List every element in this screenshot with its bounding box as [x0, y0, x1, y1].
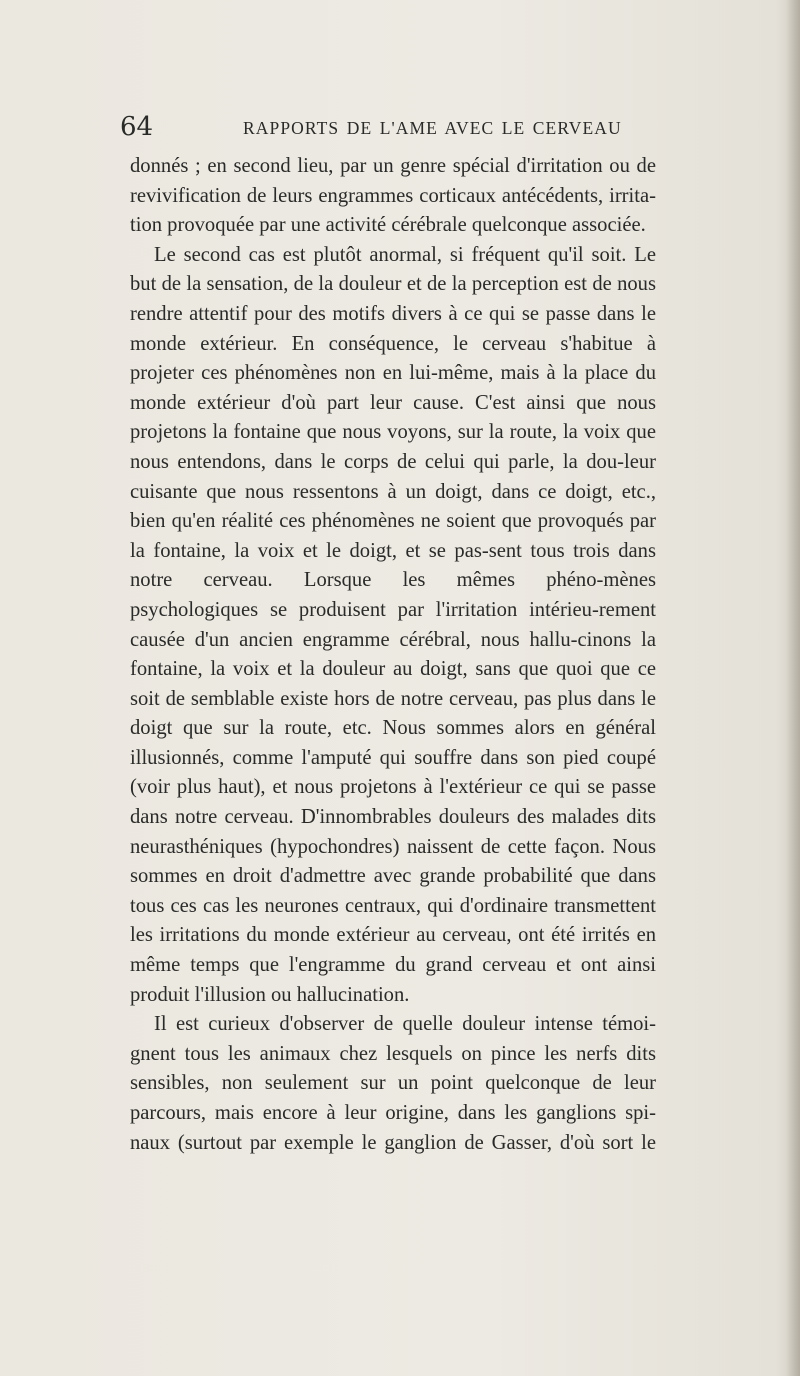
paragraph-1: donnés ; en second lieu, par un genre spécial d'irritation ou de revivification de leurs engrammes corticaux antécédents, irrita-tion provoquée par une activité cérébrale quelconque associée.	[130, 155, 656, 237]
page-edge-shadow	[786, 0, 800, 1376]
page-header	[120, 112, 680, 142]
running-title: RAPPORTS DE L'AME AVEC LE CERVEAU	[243, 118, 622, 138]
paragraph-2: Le second cas est plutôt anormal, si fréquent qu'il soit. Le but de la sensation, de la douleur et de la perception est de nous rendre attentif pour des motifs divers à ce qui se passe dans le monde extérieur. En conséquence, le cerveau s'habitue à projeter ces phénomènes non en lui-même, mais à la place du monde extérieur d'où part leur cause. C'est ainsi que nous projetons la fontaine que nous voyons, sur la route, la voix que nous entendons, dans le corps de celui qui parle, la dou-leur cuisante que nous ressentons à un doigt, dans ce doigt, etc., bien qu'en réalité ces phénomènes ne soient que provoqués par la fontaine, la voix et le doigt, et se pas-sent tous trois dans notre cerveau. Lorsque les mêmes phéno-mènes psychologiques se produisent par l'irritation intérieu-rement causée d'un ancien engramme cérébral, nous hallu-cinons la fontaine, la voix et la douleur au doigt, sans que quoi que ce soit de semblable existe hors de notre cerveau, pas plus dans le doigt que sur la route, etc. Nous sommes alors en général illusionnés, comme l'amputé qui souffre dans son pied coupé (voir plus haut), et nous projetons à l'extérieur ce qui se passe dans notre cerveau. D'innombrables douleurs des malades dits neurasthéniques (hypochondres) naissent de cette façon. Nous sommes en droit d'admettre avec grande probabilité que dans tous ces cas les neurones centraux, qui d'ordinaire transmettent les irritations du monde extérieur au cerveau, ont été irrités en même temps que l'engramme du grand cerveau et ont ainsi produit l'illusion ou hallucination.	[130, 243, 656, 1006]
body-text	[130, 152, 656, 1158]
page-number: 64	[120, 112, 154, 142]
paragraph-3: Il est curieux d'observer de quelle douleur intense témoi-gnent tous les animaux chez lesquels on pince les nerfs dits sensibles, non seulement sur un point quelconque de leur parcours, mais encore à leur origine, dans les ganglions spi-naux (surtout par exemple le ganglion de Gasser, d'où sort le	[130, 1013, 656, 1154]
